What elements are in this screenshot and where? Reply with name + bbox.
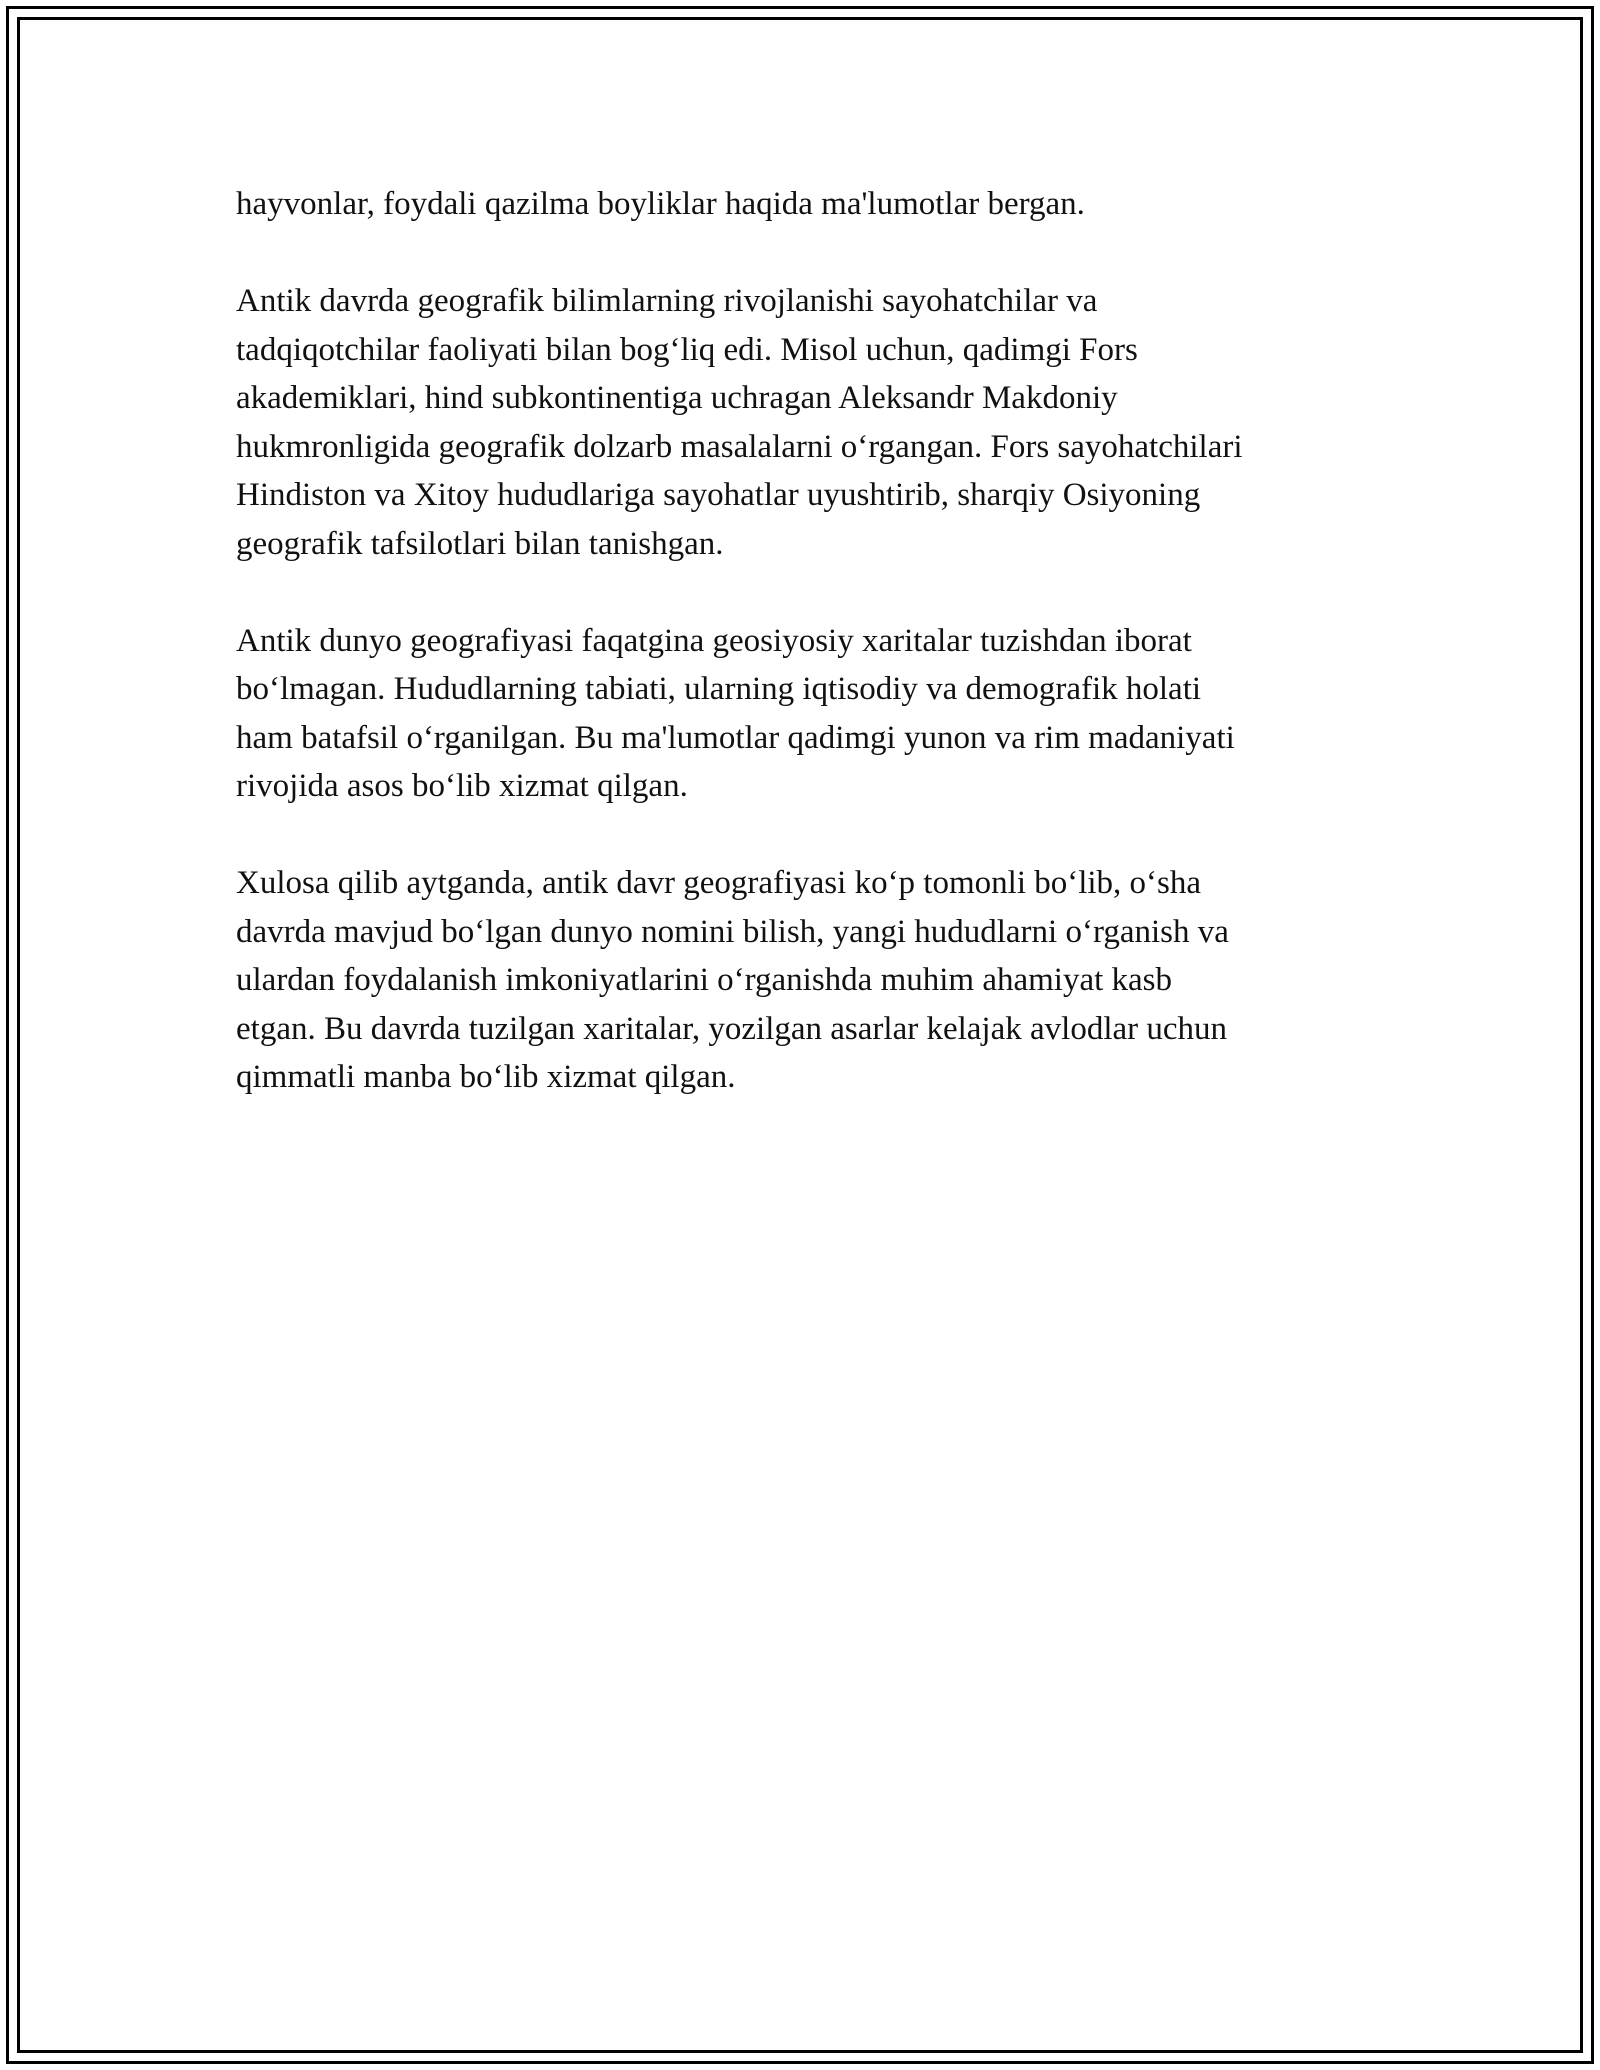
text-line: ham batafsil o‘rganilgan. Bu ma'lumotlar qadimgi yunon va rim madaniyati — [236, 719, 1235, 756]
paragraph-1 — [236, 180, 1366, 229]
text-line: Hindiston va Xitoy hududlariga sayohatlar uyushtirib, sharqiy Osiyoning — [236, 477, 1201, 513]
text-line: qimmatli manba bo‘lib xizmat qilgan. — [236, 1059, 736, 1095]
text-line: hayvonlar, foydali qazilma boyliklar haqida ma'lumotlar bergan. — [236, 186, 1085, 222]
text-line: Antik davrda geografik bilimlarning rivojlanishi sayohatchilar va — [236, 283, 1098, 319]
text-line: geografik tafsilotlari bilan tanishgan. — [236, 525, 724, 562]
text-line: davrda mavjud bo‘lgan dunyo nomini bilish, yangi hududlarni o‘rganish va — [236, 913, 1229, 950]
text-line: akademiklari, hind subkontinentiga uchragan Aleksandr Makdoniy — [236, 380, 1118, 416]
document-body — [236, 180, 1366, 1150]
text-line: tadqiqotchilar faoliyati bilan bog‘liq edi. Misol uchun, qadimgi Fors — [236, 331, 1138, 368]
paragraph-4 — [236, 859, 1366, 1102]
paragraph-2 — [236, 277, 1366, 568]
text-line: Antik dunyo geografiyasi faqatgina geosiyosiy xaritalar tuzishdan iborat — [236, 622, 1192, 659]
text-line: bo‘lmagan. Hududlarning tabiati, ularning iqtisodiy va demografik holati — [236, 671, 1202, 707]
text-line: hukmronligida geografik dolzarb masalalarni o‘rgangan. Fors sayohatchilari — [236, 428, 1243, 465]
paragraph-3 — [236, 617, 1366, 811]
text-line: etgan. Bu davrda tuzilgan xaritalar, yozilgan asarlar kelajak avlodlar uchun — [236, 1010, 1228, 1047]
text-line: Xulosa qilib aytganda, antik davr geografiyasi ko‘p tomonli bo‘lib, o‘sha — [236, 865, 1202, 901]
text-line: ulardan foydalanish imkoniyatlarini o‘rganishda muhim ahamiyat kasb — [236, 962, 1173, 998]
text-line: rivojida asos bo‘lib xizmat qilgan. — [236, 768, 688, 804]
